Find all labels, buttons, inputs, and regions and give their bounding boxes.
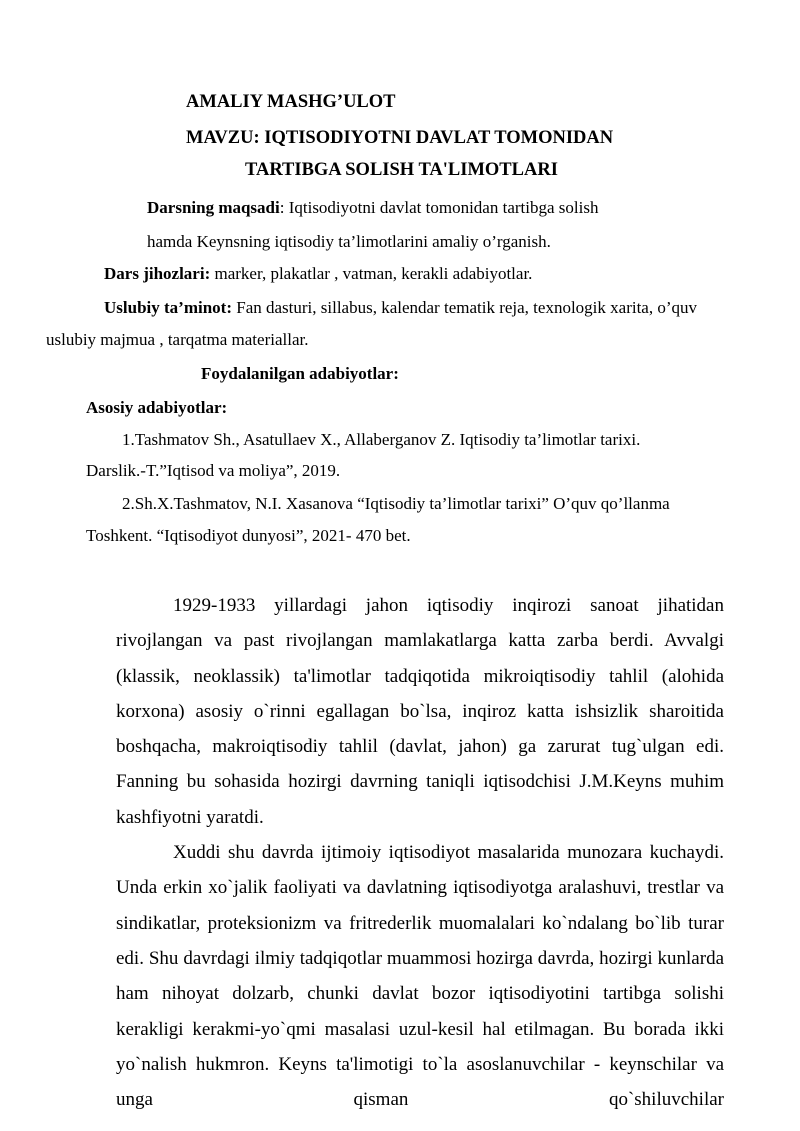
document-title: AMALIY MASHG’ULOT [186, 92, 396, 112]
literature-item-1-line-1: 1.Tashmatov Sh., Asatullaev X., Allaberganov Z. Iqtisodiy ta’limotlar tarixi. [122, 430, 641, 449]
lesson-goal-text: : Iqtisodiyotni davlat tomonidan tartibga solish [279, 198, 599, 217]
methodical-support-text: Fan dasturi, sillabus, kalendar tematik reja, texnologik xarita, o’quv [231, 298, 698, 317]
literature-item-1-line-2: Darslik.-T.”Iqtisod va moliya”, 2019. [86, 461, 341, 480]
methodical-support-label: Uslubiy ta’minot: [104, 298, 232, 317]
paragraph-2: Xuddi shu davrda ijtimoiy iqtisodiyot masalarida munozara kuchaydi. Unda erkin xo`jalik faoliyati va davlatning iqtisodiyotga aralashuvi, trestlar va sindikatlar, proteksionizm va fritrederlik muomalalari ko`ndalang bo`lib turar edi. Shu davrdagi ilmiy tadqiqotlar muammosi hozirga davrda, hozirgi kunlarda ham nihoyat dolzarb, chunki davlat bozor iqtisodiyotini tartibga solishi kerakligi kerakmi-yo`qmi masalasi uzul-kesil hal etilmagan. Bu borada ikki yo`nalish hukmron. Keyns ta'limotigi to`la asoslanuvchilar - keynschilar va unga qisman qo`shiluvchilar [116, 842, 724, 1111]
methodical-support-line-2: uslubiy majmua , tarqatma materiallar. [46, 330, 309, 349]
main-literature-heading: Asosiy adabiyotlar: [86, 398, 228, 417]
literature-item-2-line-1: 2.Sh.X.Tashmatov, N.I. Xasanova “Iqtisodiy ta’limotlar tarixi” O’quv qo’llanma [122, 494, 670, 513]
topic-title-line-2: TARTIBGA SOLISH TA'LIMOTLARI [245, 160, 558, 180]
literature-heading: Foydalanilgan adabiyotlar: [201, 364, 399, 383]
lesson-goal-line-1 [147, 198, 598, 218]
main-text [116, 588, 724, 1117]
lesson-equipment-text: marker, plakatlar , vatman, kerakli adabiyotlar. [210, 264, 533, 283]
lesson-goal-line-2: hamda Keynsning iqtisodiy ta’limotlarini amaliy o’rganish. [147, 232, 551, 251]
topic-title-line-1: MAVZU: IQTISODIYOTNI DAVLAT TOMONIDAN [186, 128, 614, 148]
methodical-support-line-1 [104, 298, 697, 318]
lesson-goal-label: Darsning maqsadi [147, 198, 280, 217]
literature-item-2-line-2: Toshkent. “Iqtisodiyot dunyosi”, 2021- 470 bet. [86, 526, 411, 545]
lesson-equipment [104, 264, 532, 284]
lesson-equipment-label: Dars jihozlari: [104, 264, 211, 283]
paragraph-1: 1929-1933 yillardagi jahon iqtisodiy inqirozi sanoat jihatidan rivojlangan va past rivojlangan mamlakatlarga katta zarba berdi. Avvalgi (klassik, neoklassik) ta'limotlar tadqiqotida mikroiqtisodiy tahlil (alohida korxona) asosiy o`rinni egallagan bo`lsa, inqiroz katta ishsizlik sharoitida boshqacha, makroiqtisodiy tahlil (davlat, jahon) ga zarurat tug`ulgan edi. Fanning bu sohasida hozirgi davrning taniqli iqtisodchisi J.M.Keyns muhim kashfiyotni yaratdi. [116, 595, 724, 828]
